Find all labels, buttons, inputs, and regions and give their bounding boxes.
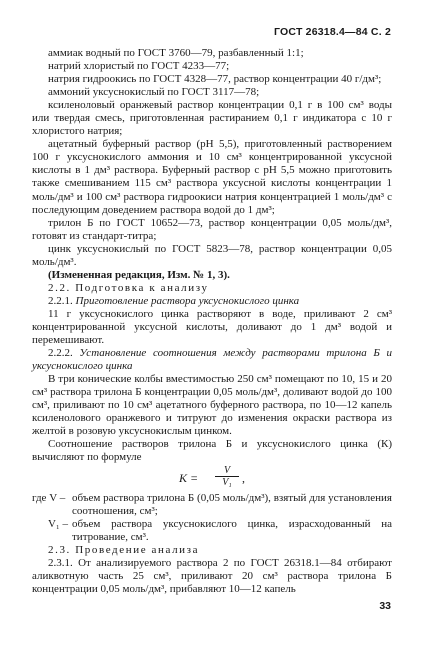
ratio-formula-intro: Соотношение растворов трилона Б и уксуснокислого цинка (К) вычисляют по формуле bbox=[32, 438, 392, 464]
section-2-2-1-text: 11 г уксуснокислого цинка растворяют в воде, приливают 2 см³ концентрированной уксусной кислоты, доливают до 1 дм³ водой и перемешивают. bbox=[32, 307, 392, 347]
reagent-ammonia: аммиак водный по ГОСТ 3760—79, разбавленный 1:1; bbox=[48, 47, 304, 59]
definition-v bbox=[32, 492, 392, 518]
section-2-3-heading: 2.3. Проведение анализа bbox=[48, 543, 200, 556]
definition-v1 bbox=[32, 518, 392, 544]
section-2-2-2-title: Установление соотношения между растворами трилона Б и уксуснокислого цинка bbox=[32, 347, 393, 373]
section-2-3-1-text: 2.3.1. От анализируемого раствора 2 по ГОСТ 26318.1—84 отбирают аликвотную часть 25 см³, приливают 20 см³ раствора трилона Б концентрации 0,05 моль/дм³, прибавляют 10—12 капель bbox=[32, 556, 392, 595]
section-2-2-1-title: Приготовление раствора уксуснокислого цинка bbox=[75, 294, 300, 307]
reagent-sodium-chloride: натрий хлористый по ГОСТ 4233—77; bbox=[48, 60, 230, 73]
formula-numerator: V bbox=[215, 465, 239, 477]
formula-lhs: K = bbox=[179, 470, 199, 485]
section-2-2-heading: 2.2. Подготовка к анализу bbox=[48, 281, 209, 294]
section-2-2-1-number: 2.2.1. bbox=[48, 294, 73, 307]
section-2-2-1-heading bbox=[32, 295, 392, 308]
definition-v1-symbol: V₁ – bbox=[47, 517, 68, 530]
reagent-acetate-buffer: ацетатный буферный раствор (рН 5,5), приготовленный растворением 100 г уксуснокислого аммония и 10 см³ концентрированной уксусной кислоты в 1 дм³ раствора. Буферный раствор с рН 5,5 можно приготовить также смешиванием 115 см³ раствора уксусной кислоты концентрации 1 моль/дм³ и 100 см³ раствора гидроокиси натрия концентрацией 1 моль/дм³ с последующим доведением раствора водой до 1 дм³; bbox=[32, 138, 392, 216]
page-header: ГОСТ 26318.4—84 С. 2 bbox=[274, 26, 391, 38]
ratio-formula bbox=[32, 465, 392, 492]
section-2-2-2-number: 2.2.2. bbox=[48, 347, 73, 360]
definition-v1-text: объем раствора уксуснокислого цинка, израсходованный на титрование, см³. bbox=[72, 517, 392, 543]
document-body bbox=[32, 47, 392, 596]
reagent-trilon-b: трилон Б по ГОСТ 10652—73, раствор концентрации 0,05 моль/дм³, готовят из стандарт-титра; bbox=[32, 216, 392, 242]
reagent-zinc-acetate: цинк уксуснокислый по ГОСТ 5823—78, раствор концентрации 0,05 моль/дм³. bbox=[32, 242, 392, 268]
reagent-sodium-hydroxide: натрия гидроокись по ГОСТ 4328—77, раствор концентрации 40 г/дм³; bbox=[48, 73, 382, 86]
reagent-ammonium-acetate: аммоний уксуснокислый по ГОСТ 3117—78; bbox=[48, 86, 260, 99]
reagent-xylenol-orange: ксиленоловый оранжевый раствор концентрации 0,1 г в 100 см³ воды или твердая смесь, приготовленная растиранием 0,1 г индикатора с 10 г хлористого натрия; bbox=[32, 99, 392, 138]
section-2-2-2-text: В три конические колбы вместимостью 250 см³ помещают по 10, 15 и 20 см³ раствора трилона Б концентрации 0,05 моль/дм³, доливают водой до 100 см³, приливают по 10 см³ ацетатного буферного раствора, по 10—12 капель ксиленолового оранжевого и титруют до изменения окраски раствора из желтой в розовую уксуснокислым цинком. bbox=[32, 373, 392, 438]
formula-fraction bbox=[215, 465, 239, 488]
amendment-note: (Измененная редакция, Изм. № 1, 3). bbox=[48, 268, 230, 281]
section-2-2-2-heading bbox=[32, 347, 392, 373]
formula-comma: , bbox=[242, 470, 245, 485]
page-number: 33 bbox=[379, 600, 391, 612]
definition-v-symbol: где V – bbox=[32, 491, 66, 504]
formula-denominator: V₁ bbox=[222, 476, 232, 488]
formula-definitions bbox=[32, 492, 392, 544]
definition-v-text: объем раствора трилона Б (0,05 моль/дм³), взятый для установления соотношения, см³; bbox=[72, 491, 392, 517]
